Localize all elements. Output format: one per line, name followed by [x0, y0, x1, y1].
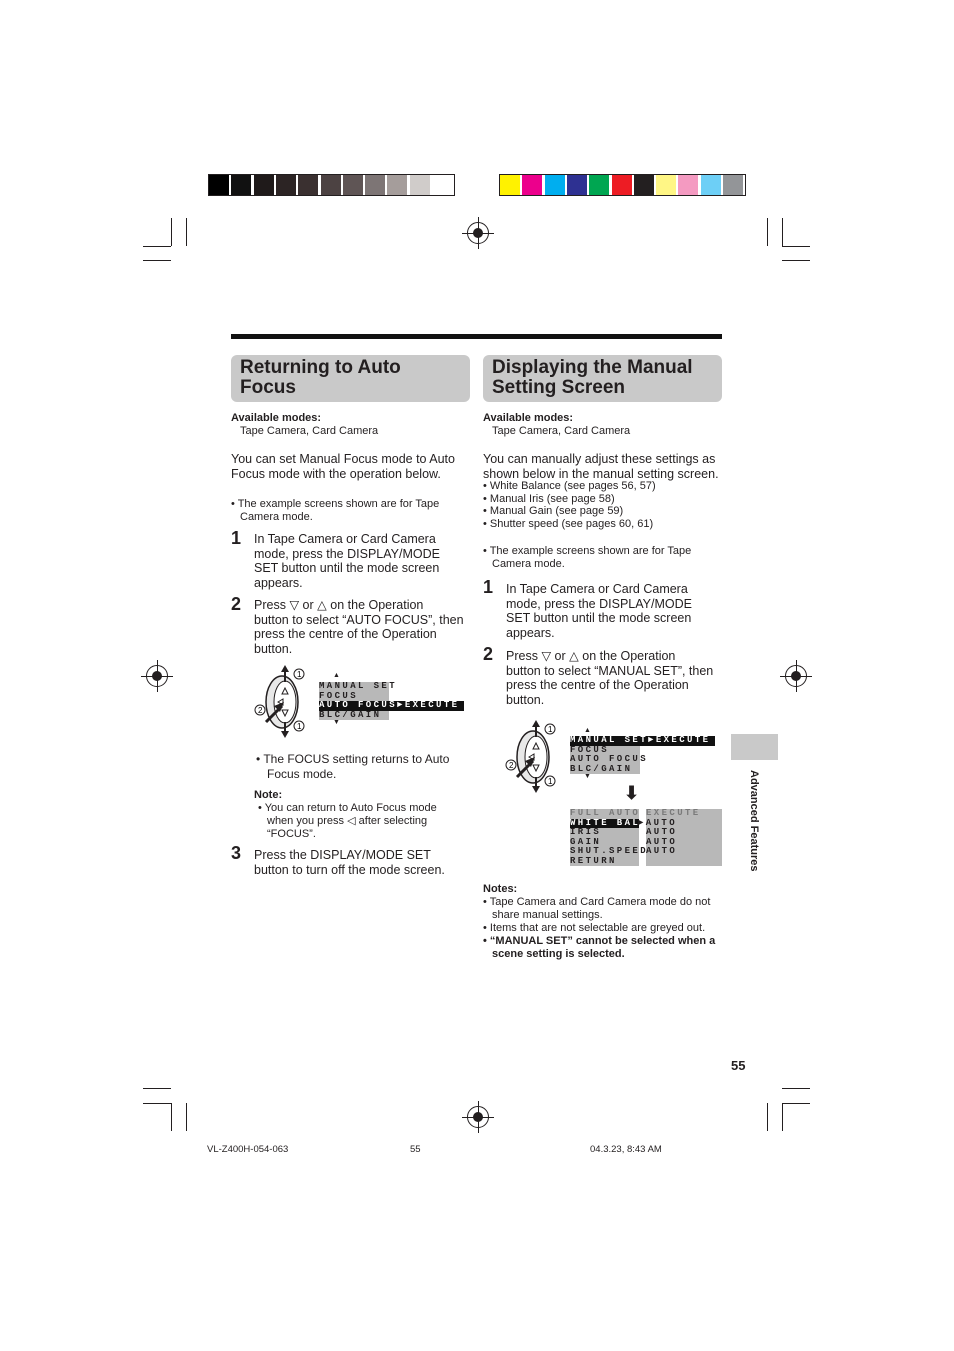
- svg-text:2: 2: [509, 761, 514, 770]
- step-1-text: In Tape Camera or Card Camera mode, press the DISPLAY/MODE SET button until the mode screen appears.: [254, 532, 440, 590]
- footer-date: 04.3.23, 8:43 AM: [590, 1144, 662, 1155]
- top-rule: [231, 334, 722, 339]
- crop-mark: [782, 1088, 810, 1089]
- color-swatch: [231, 175, 251, 195]
- crop-mark: [186, 218, 187, 246]
- notes-text: • Tape Camera and Card Camera mode do not share manual settings. • Items that are not selectable are greyed out. • “MANUAL SET” cannot be selected when a scene setting is selected.: [483, 896, 716, 960]
- manual-set-osd: MANUAL SET►EXECUTE FOCUS AUTO FOCUS BLC/GAIN: [570, 736, 715, 774]
- available-modes-label: Available modes:: [231, 412, 322, 424]
- left-triangle-icon: ◁: [347, 815, 356, 827]
- crop-mark: [143, 1088, 171, 1089]
- crop-mark: [143, 1103, 171, 1104]
- color-swatch: [678, 175, 698, 195]
- list-item: • Manual Iris (see page 58): [483, 492, 615, 505]
- step-3-text: Press the DISPLAY/MODE SET button to turn off the mode screen.: [254, 848, 445, 877]
- up-triangle-icon: △: [569, 649, 579, 663]
- crop-mark: [143, 246, 171, 247]
- svg-text:1: 1: [297, 670, 302, 679]
- step-number: 2: [483, 644, 494, 664]
- color-swatch: [387, 175, 407, 195]
- available-modes-value: Tape Camera, Card Camera: [492, 425, 631, 437]
- mode-screen-osd: MANUAL SET FOCUS AUTO FOCUS►EXECUTE BLC/GAIN: [319, 682, 464, 720]
- crop-mark: [186, 1103, 187, 1131]
- svg-text:2: 2: [258, 706, 263, 715]
- color-swatch: [209, 175, 229, 195]
- section-title-manual-setting: Displaying the Manual Setting Screen: [483, 355, 722, 402]
- down-triangle-icon: ▽: [541, 649, 552, 663]
- color-swatch: [276, 175, 296, 195]
- intro-text: You can manually adjust these settings as shown below in the manual setting screen.: [483, 452, 719, 481]
- color-swatch: [432, 175, 452, 195]
- list-item: • Shutter speed (see pages 60, 61): [483, 517, 654, 530]
- step-number: 1: [483, 577, 494, 597]
- crop-mark: [767, 218, 768, 246]
- crop-mark: [767, 1103, 768, 1131]
- svg-text:1: 1: [548, 725, 553, 734]
- side-tab-label: Advanced Features: [748, 770, 760, 872]
- crop-mark: [782, 218, 783, 246]
- crop-mark: [171, 218, 172, 246]
- up-triangle-icon: △: [317, 598, 327, 612]
- color-swatch: [723, 175, 743, 195]
- page-number: 55: [731, 1058, 746, 1073]
- registration-mark-icon: [146, 665, 168, 687]
- operation-button-illustration: [252, 664, 312, 740]
- list-item: • Manual Gain (see page 59): [483, 505, 624, 518]
- available-modes-label: Available modes:: [483, 412, 574, 424]
- list-item: • White Balance (see pages 56, 57): [483, 480, 656, 492]
- step-number: 2: [231, 594, 242, 614]
- crop-mark: [782, 1103, 810, 1104]
- crop-mark: [782, 1103, 783, 1131]
- color-swatch: [545, 175, 565, 195]
- step-number: 3: [231, 843, 242, 863]
- registration-mark-icon: [467, 1106, 489, 1128]
- crop-mark: [782, 246, 810, 247]
- settings-list: [483, 480, 656, 530]
- registration-mark-icon: [467, 222, 489, 244]
- notes-label: Notes:: [483, 883, 518, 895]
- crop-mark: [143, 260, 171, 261]
- color-swatch: [321, 175, 341, 195]
- note-label: Note:: [254, 789, 283, 801]
- svg-text:1: 1: [297, 722, 302, 731]
- available-modes-value: Tape Camera, Card Camera: [240, 425, 379, 437]
- focus-result-note: • The FOCUS setting returns to Auto Focus mode.: [256, 752, 450, 781]
- color-swatch: [343, 175, 363, 195]
- step-number: 1: [231, 528, 242, 548]
- manual-settings-osd: FULL AUTO EXECUTE WHITE BAL.►AUTO IRIS AUTO GAIN AUTO SHUT.SPEEDAUTO RETURN: [570, 809, 701, 866]
- down-triangle-icon: ▽: [289, 598, 300, 612]
- arrow-down-icon: ⬇: [624, 783, 640, 803]
- color-swatch: [701, 175, 721, 195]
- color-swatch: [500, 175, 520, 195]
- footer-file: VL-Z400H-054-063: [207, 1144, 289, 1155]
- color-swatch: [656, 175, 676, 195]
- intro-text: You can set Manual Focus mode to Auto Focus mode with the operation below.: [231, 452, 455, 481]
- note-text: • You can return to Auto Focus mode when you press ◁ after selecting “FOCUS”.: [258, 802, 437, 840]
- color-swatch: [612, 175, 632, 195]
- color-swatch: [254, 175, 274, 195]
- footer-page: 55: [410, 1144, 421, 1155]
- color-swatch: [365, 175, 385, 195]
- up-arrow-icon: ▲: [584, 727, 591, 734]
- color-swatch: [589, 175, 609, 195]
- crop-mark: [782, 260, 810, 261]
- section-title-auto-focus: Returning to Auto Focus: [231, 355, 470, 402]
- color-swatch: [410, 175, 430, 195]
- crop-mark: [171, 1103, 172, 1131]
- color-swatch: [522, 175, 542, 195]
- section-side-tab: [731, 734, 778, 760]
- operation-button-illustration: [503, 719, 563, 795]
- step-2-text: Press ▽ or △ on the Operation button to select “AUTO FOCUS”, then press the centre of the Operation button.: [254, 598, 464, 656]
- step-1-text: In Tape Camera or Card Camera mode, press the DISPLAY/MODE SET button until the mode screen appears.: [506, 582, 692, 640]
- color-swatch: [298, 175, 318, 195]
- color-swatch: [634, 175, 654, 195]
- example-note: • The example screens shown are for Tape Camera mode.: [231, 498, 440, 523]
- example-note: • The example screens shown are for Tape Camera mode.: [483, 545, 692, 570]
- color-swatch: [567, 175, 587, 195]
- svg-text:1: 1: [548, 777, 553, 786]
- down-arrow-icon: ▼: [584, 773, 591, 780]
- registration-mark-icon: [785, 665, 807, 687]
- step-2-text: Press ▽ or △ on the Operation button to select “MANUAL SET”, then press the centre of the Operation button.: [506, 649, 714, 707]
- down-arrow-icon: ▼: [333, 719, 340, 726]
- up-arrow-icon: ▲: [333, 672, 340, 679]
